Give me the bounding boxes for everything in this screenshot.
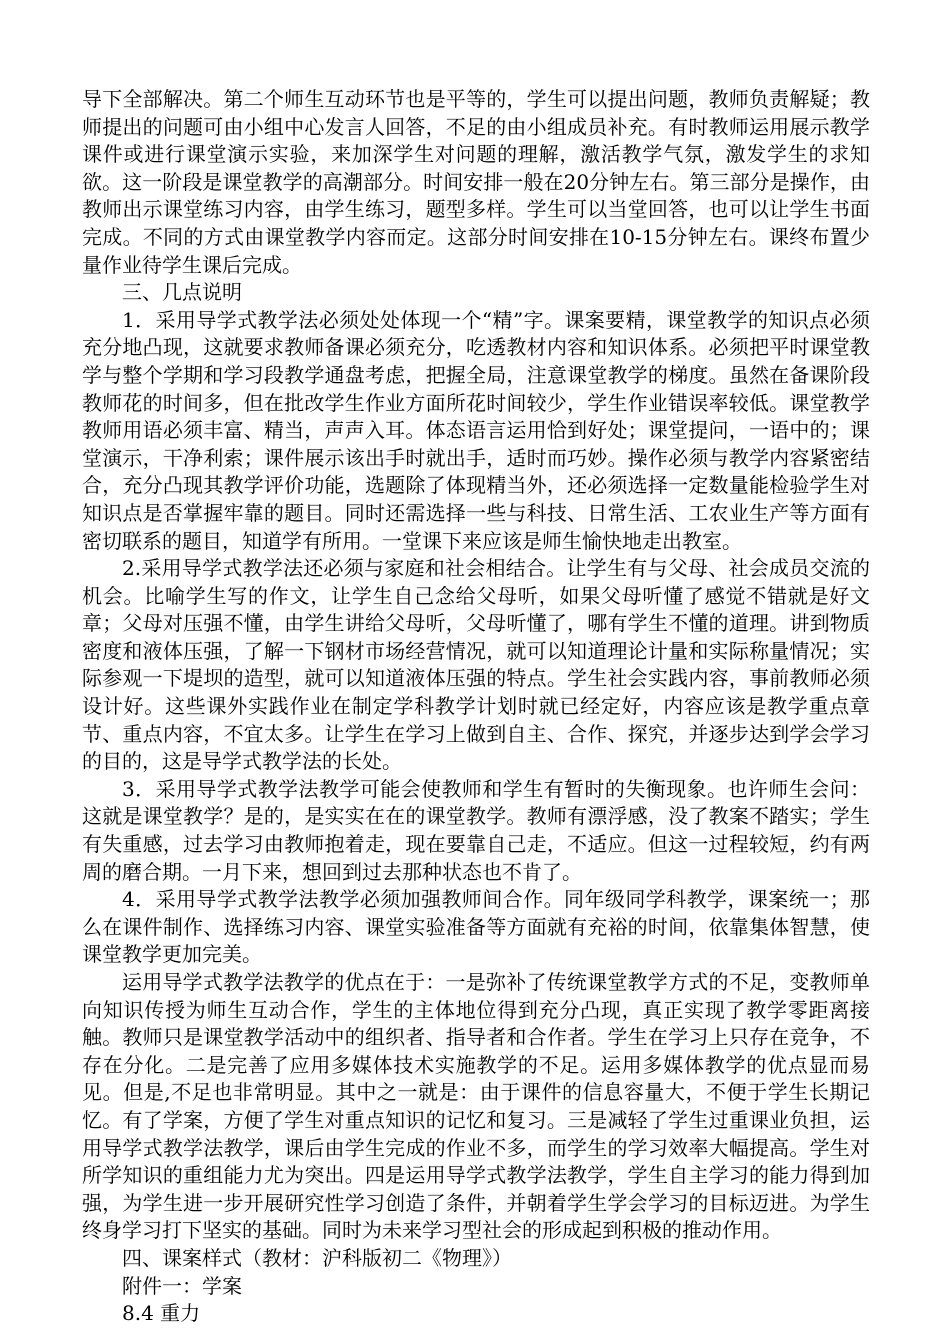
note-paragraph-3: 3．采用导学式教学法教学可能会使教师和学生有暂时的失衡现象。也许师生会问：这就是课堂教学？是的，是实实在在的课堂教学。教师有漂浮感，没了教案不踏实；学生有失重感，过去学习由教师抱着走，现在要靠自己走，不适应。但这一过程较短，约有两周的磨合期。一月下来，想回到过去那种状态也不肯了。 [82, 776, 870, 884]
section-heading-notes: 三、几点说明 [122, 280, 242, 305]
note-paragraph-1: 1．采用导学式教学法必须处处体现一个“精”字。课案要精，课堂教学的知识点必须充分地凸现，这就要求教师备课必须充分，吃透教材内容和知识体系。必须把平时课堂教学与整个学期和学习段教学通盘考虑，把握全局，注意课堂教学的梯度。虽然在备课阶段教师花的时间多，但在批改学生作业方面所花时间较少，学生作业错误率较低。课堂教学教师用语必须丰富、精当，声声入耳。体态语言运用恰到好处；课堂提问，一语中的；课堂演示，干净利索；课件展示该出手时就出手，适时而巧妙。操作必须与教学内容紧密结合，充分凸现其教学评价功能，选题除了体现精当外，还必须选择一定数量能检验学生对知识点是否掌握牢靠的题目。同时还需选择一些与科技、日常生活、工农业生产等方面有密切联系的题目，知道学有所用。一堂课下来应该是师生愉快地走出教室。 [82, 307, 870, 553]
document-page [82, 86, 870, 1328]
section-heading-sample: 四、课案样式（教材：沪科版初二《物理》） [122, 1245, 512, 1270]
note-paragraph-4: 4．采用导学式教学法教学必须加强教师间合作。同年级同学科教学，课案统一；那么在课件制作、选择练习内容、课堂实验准备等方面就有充裕的时间，依靠集体智慧，使课堂教学更加完美。 [82, 887, 870, 967]
continuation-paragraph: 导下全部解决。第二个师生互动环节也是平等的，学生可以提出问题，教师负责解疑；教师提出的问题可由小组中心发言人回答，不足的由小组成员补充。有时教师运用展示教学课件或进行课堂演示实验，来加深学生对问题的理解，激活教学气氛，激发学生的求知欲。这一阶段是课堂教学的高潮部分。时间安排一般在20分钟左右。第三部分是操作，由教师出示课堂练习内容，由学生练习，题型多样。学生可以当堂回答，也可以让学生书面完成。不同的方式由课堂教学内容而定。这部分时间安排在10-15分钟左右。课终布置少量作业待学生课后完成。 [82, 87, 870, 277]
lesson-title: 8.4 重力 [122, 1301, 201, 1326]
attachment-label: 附件一：学案 [122, 1273, 242, 1298]
note-paragraph-2: 2.采用导学式教学法还必须与家庭和社会相结合。让学生有与父母、社会成员交流的机会。比喻学生写的作文，让学生自己念给父母听，如果父母听懂了感觉不错就是好文章；父母对压强不懂，由学生讲给父母听，父母听懂了，哪有学生不懂的道理。讲到物质密度和液体压强，了解一下钢材市场经营情况，就可以知道理论计量和实际称量情况；实际参观一下堤坝的造型，就可以知道液体压强的特点。学生社会实践内容，事前教师必须设计好。这些课外实践作业在制定学科教学计划时就已经定好，内容应该是教学重点章节、重点内容，不宜太多。让学生在学习上做到自主、合作、探究，并逐步达到学会学习的目的，这是导学式教学法的长处。 [82, 556, 870, 774]
advantages-paragraph: 运用导学式教学法教学的优点在于：一是弥补了传统课堂教学方式的不足，变教师单向知识传授为师生互动合作，学生的主体地位得到充分凸现，真正实现了教学零距离接触。教师只是课堂教学活动中的组织者、指导者和合作者。学生在学习上只存在竞争，不存在分化。二是完善了应用多媒体技术实施教学的不足。运用多媒体教学的优点显而易见。但是,不足也非常明显。其中之一就是：由于课件的信息容量大，不便于学生长期记忆。有了学案，方便了学生对重点知识的记忆和复习。三是减轻了学生过重课业负担，运用导学式教学法教学，课后由学生完成的作业不多，而学生的学习效率大幅提高。学生对所学知识的重组能力尤为突出。四是运用导学式教学法教学，学生自主学习的能力得到加强，为学生进一步开展研究性学习创造了条件，并朝着学生学会学习的目标迈进。为学生终身学习打下坚实的基础。同时为未来学习型社会的形成起到积极的推动作用。 [82, 970, 870, 1243]
